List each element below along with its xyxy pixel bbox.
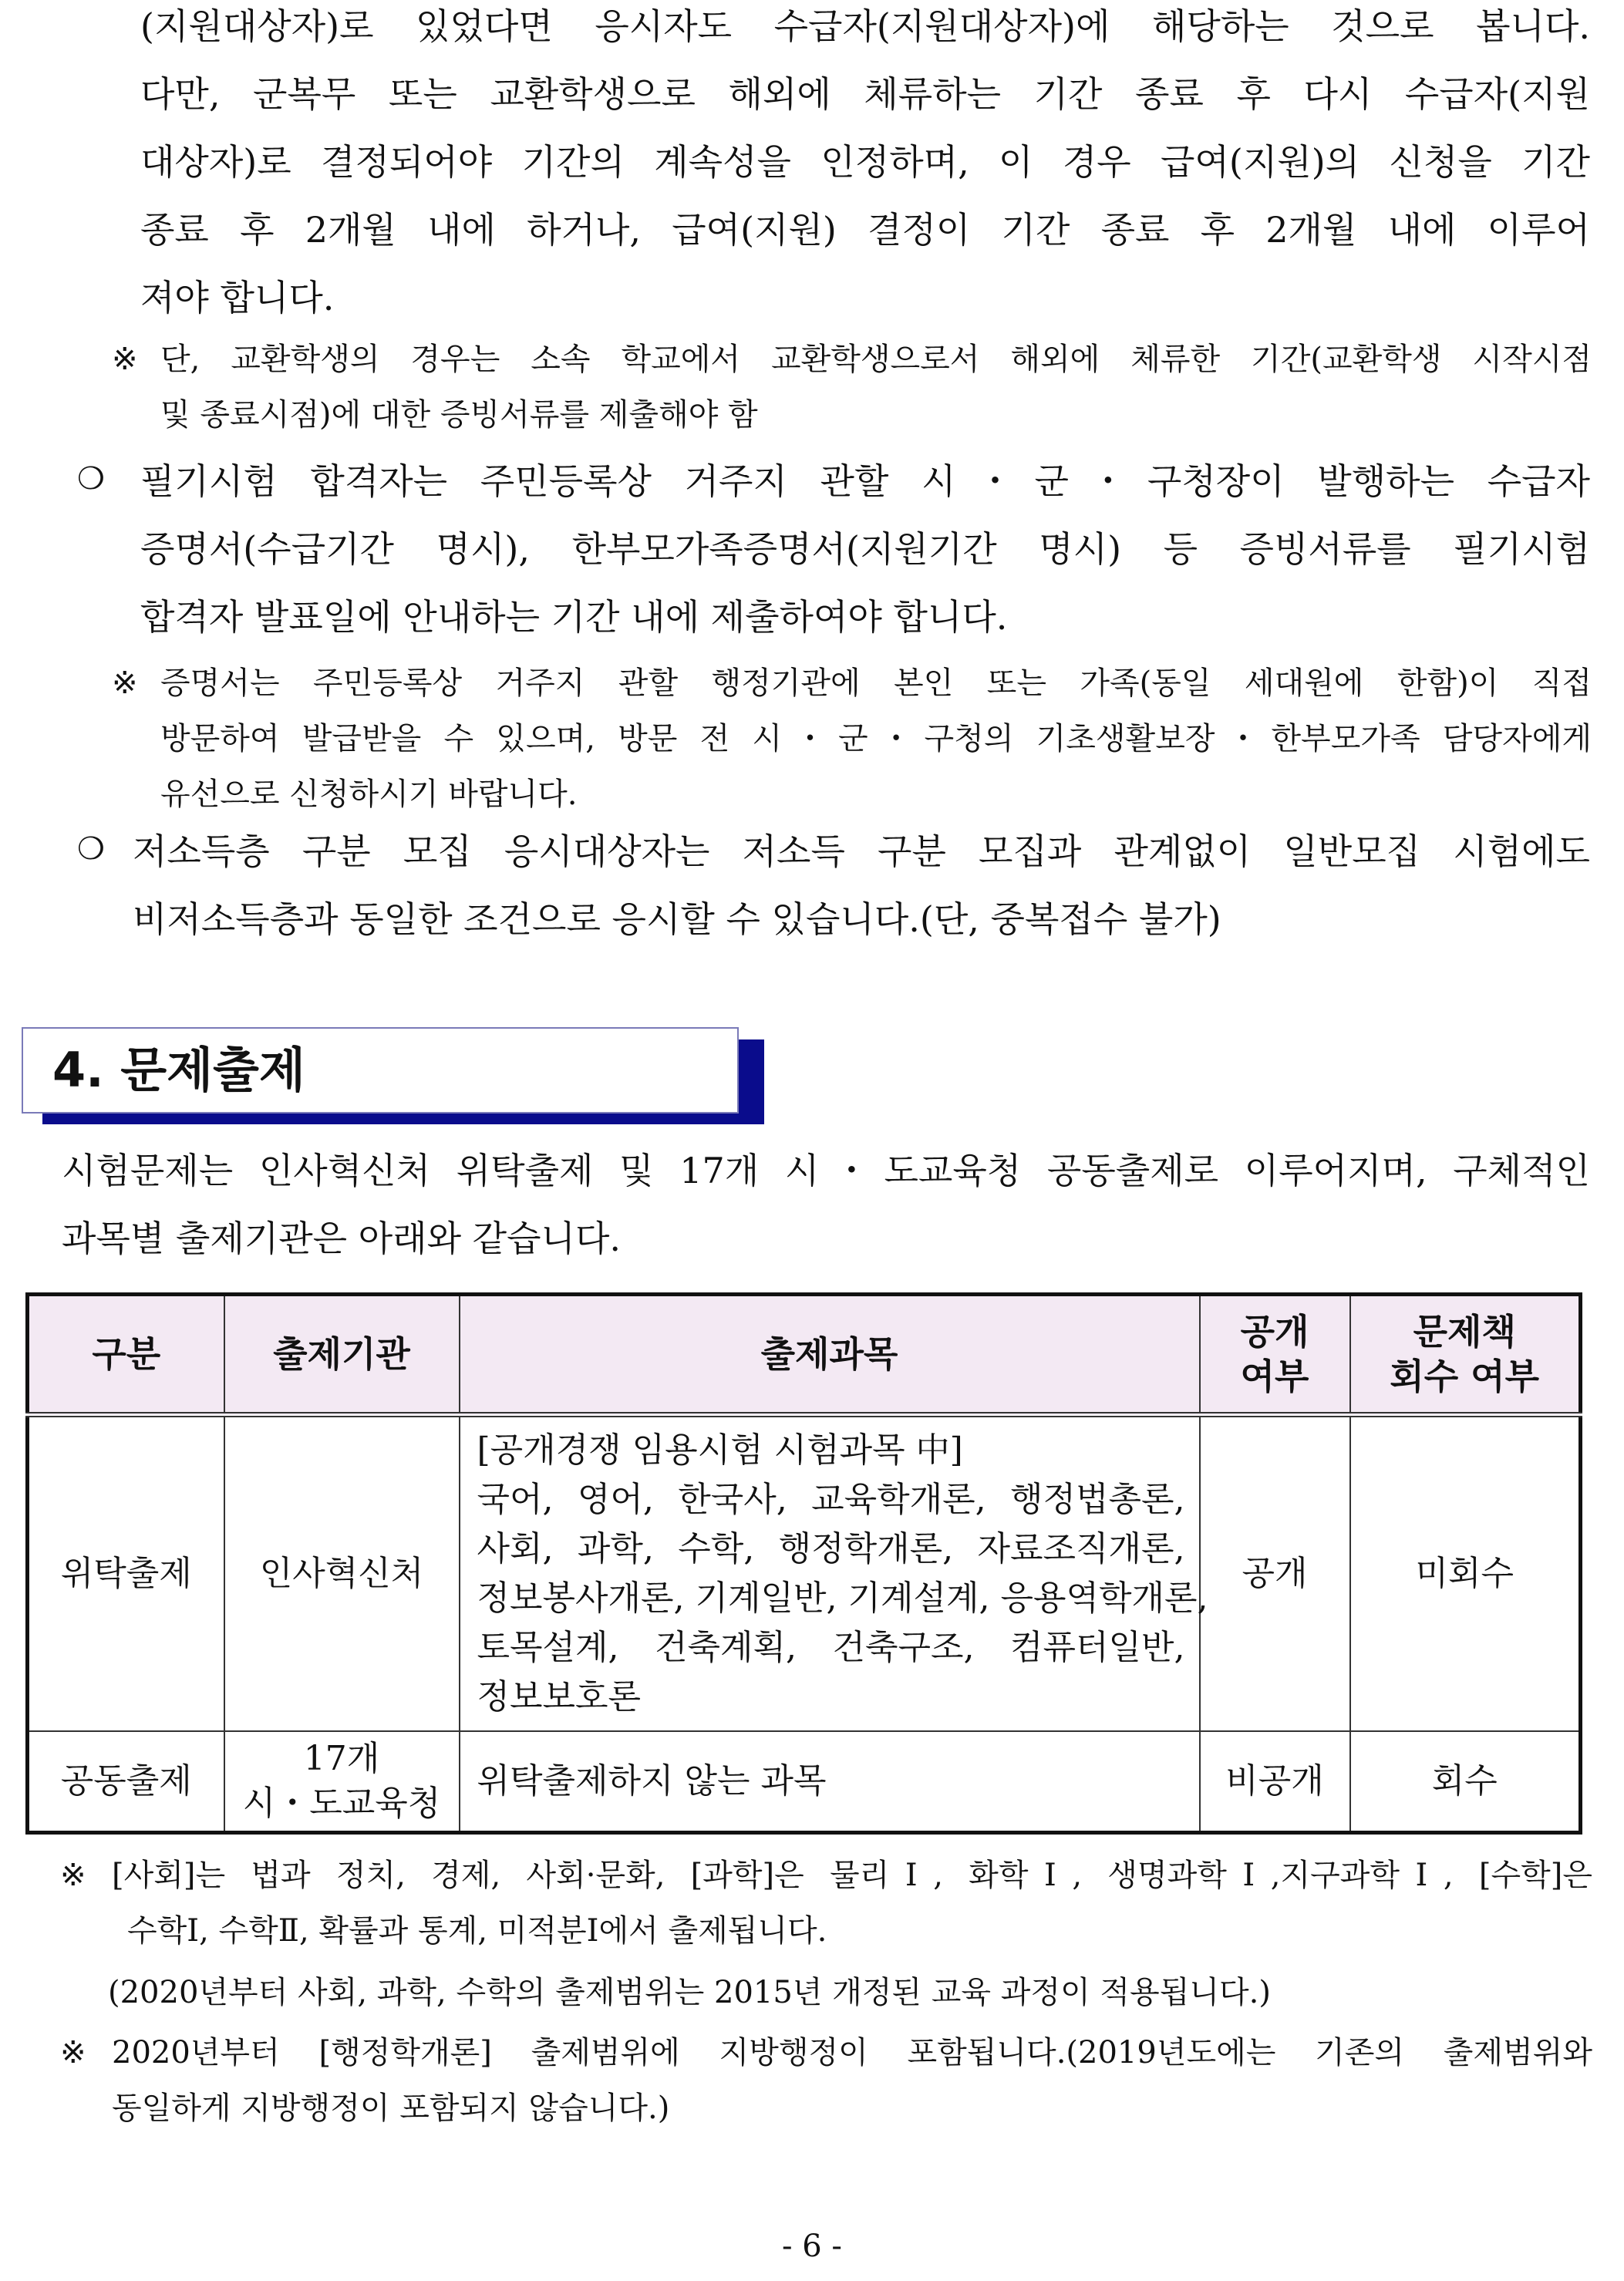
row-category: 위탁출제 — [28, 1415, 224, 1731]
table-header-row — [28, 1295, 1581, 1415]
row-booklet: 미회수 — [1350, 1415, 1581, 1731]
text-line: 져야 합니다. — [140, 277, 335, 318]
footnote-2 — [112, 2025, 1592, 2136]
row-subjects — [460, 1415, 1208, 1731]
table-row — [28, 1415, 1581, 1731]
subject-line: [공개경쟁 임용시험 시험과목 中] — [477, 1430, 963, 1470]
page-number: - 6 - — [782, 2229, 842, 2264]
text-line: 다만, 군복무 또는 교환학생으로 해외에 체류하는 기간 종료 후 다시 수급자(지원 — [140, 73, 1590, 115]
text-line: 증명서(수급기간 명시), 한부모가족증명서(지원기간 명시) 등 증빙서류를 필기시험 — [140, 528, 1590, 570]
header-public-line1: 공개 — [1240, 1311, 1309, 1353]
text-line: 및 종료시점)에 대한 증빙서류를 제출해야 함 — [160, 397, 758, 433]
row-agency — [224, 1731, 460, 1833]
text-line: 시험문제는 인사혁신처 위탁출제 및 17개 시・도교육청 공동출제로 이루어지며, 구체적인 — [62, 1150, 1590, 1191]
text-line: 필기시험 합격자는 주민등록상 거주지 관할 시・군・구청장이 발행하는 수급자 — [140, 460, 1590, 502]
header-category: 구분 — [28, 1295, 224, 1415]
note-mark: ※ — [60, 2035, 86, 2070]
header-booklet — [1350, 1295, 1581, 1415]
header-agency: 출제기관 — [224, 1295, 460, 1415]
text-line: 저소득층 구분 모집 응시대상자는 저소득 구분 모집과 관계없이 일반모집 시험에도 — [133, 831, 1590, 872]
subject-line: 정보봉사개론, 기계일반, 기계설계, 응용역학개론, — [477, 1578, 1208, 1618]
subject-line: 위탁출제하지 않는 과목 — [477, 1760, 827, 1801]
row-agency: 인사혁신처 — [224, 1415, 460, 1731]
section-title: 4. 문제출제 — [52, 1042, 305, 1098]
row-booklet: 회수 — [1350, 1731, 1581, 1833]
text-line: 유선으로 신청하시기 바랍니다. — [160, 777, 578, 812]
footnote-1 — [112, 1848, 1592, 1959]
text-line: 수학Ⅰ, 수학Ⅱ, 확률과 통계, 미적분Ⅰ에서 출제됩니다. — [127, 1913, 827, 1949]
text-line: (지원대상자)로 있었다면 응시자도 수급자(지원대상자)에 해당하는 것으로 봅니다. — [140, 5, 1590, 47]
text-line: 과목별 출제기관은 아래와 같습니다. — [62, 1218, 622, 1259]
header-subjects: 출제과목 — [460, 1295, 1200, 1415]
note-mark: ※ — [60, 1858, 86, 1893]
header-public — [1200, 1295, 1350, 1415]
bullet-icon: ❍ — [77, 831, 105, 867]
row-category: 공동출제 — [28, 1731, 224, 1833]
row-subjects — [460, 1731, 1200, 1833]
text-line: 2020년부터 [행정학개론] 출제범위에 지방행정이 포함됩니다.(2019년도에는 기존의 출제범위와 — [112, 2035, 1592, 2070]
text-line: 증명서는 주민등록상 거주지 관할 행정기관에 본인 또는 가족(동일 세대원에 한함)이 직접 — [160, 665, 1592, 701]
header-booklet-line2: 회수 여부 — [1390, 1356, 1540, 1397]
bullet-icon: ❍ — [77, 461, 105, 497]
bullet-submit — [140, 447, 1590, 651]
text-line: 방문하여 발급받을 수 있으며, 방문 전 시・군・구청의 기초생활보장・한부모가족 담당자에게 — [160, 721, 1592, 756]
subject-line: 사회, 과학, 수학, 행정학개론, 자료조직개론, — [477, 1528, 1185, 1568]
subject-line: 국어, 영어, 한국사, 교육학개론, 행정법총론, — [477, 1479, 1185, 1519]
note-certificate — [160, 655, 1592, 822]
row-public: 비공개 — [1200, 1731, 1350, 1833]
header-public-line2: 여부 — [1240, 1356, 1309, 1397]
text-line: 동일하게 지방행정이 포함되지 않습니다.) — [112, 2091, 670, 2126]
text-line: [사회]는 법과 정치, 경제, 사회·문화, [과학]은 물리Ⅰ, 화학Ⅰ, 생명과학Ⅰ,지구과학Ⅰ, [수학]은 — [112, 1858, 1592, 1893]
intro-paragraph — [140, 0, 1590, 332]
agency-line1: 17개 — [303, 1738, 380, 1778]
note-mark: ※ — [112, 665, 138, 701]
agency-line2: 시・도교육청 — [242, 1783, 441, 1823]
text-line: 대상자)로 결정되어야 기간의 계속성을 인정하며, 이 경우 급여(지원)의 신청을 기간 — [140, 141, 1590, 183]
text-line: 비저소득층과 동일한 조건으로 응시할 수 있습니다.(단, 중복접수 불가) — [133, 898, 1221, 940]
subject-line: 정보보호론 — [477, 1676, 642, 1717]
section-intro — [62, 1137, 1590, 1272]
table-row — [28, 1731, 1581, 1833]
exam-table — [25, 1292, 1582, 1835]
bullet-lowincome — [133, 817, 1590, 953]
row-public: 공개 — [1200, 1415, 1350, 1731]
footnote-1-extra: (2020년부터 사회, 과학, 수학의 출제범위는 2015년 개정된 교육 과정이 적용됩니다.) — [108, 1975, 1271, 2010]
header-booklet-line1: 문제책 — [1413, 1311, 1516, 1353]
text-line: 단, 교환학생의 경우는 소속 학교에서 교환학생으로서 해외에 체류한 기간(교환학생 시작시점 — [160, 342, 1592, 377]
note-exchange — [160, 332, 1592, 443]
text-line: 합격자 발표일에 안내하는 기간 내에 제출하여야 합니다. — [140, 596, 1008, 638]
note-mark: ※ — [112, 342, 138, 377]
subject-line: 토목설계, 건축계획, 건축구조, 컴퓨터일반, — [477, 1627, 1185, 1667]
text-line: 종료 후 2개월 내에 하거나, 급여(지원) 결정이 기간 종료 후 2개월 내에 이루어 — [140, 209, 1590, 251]
